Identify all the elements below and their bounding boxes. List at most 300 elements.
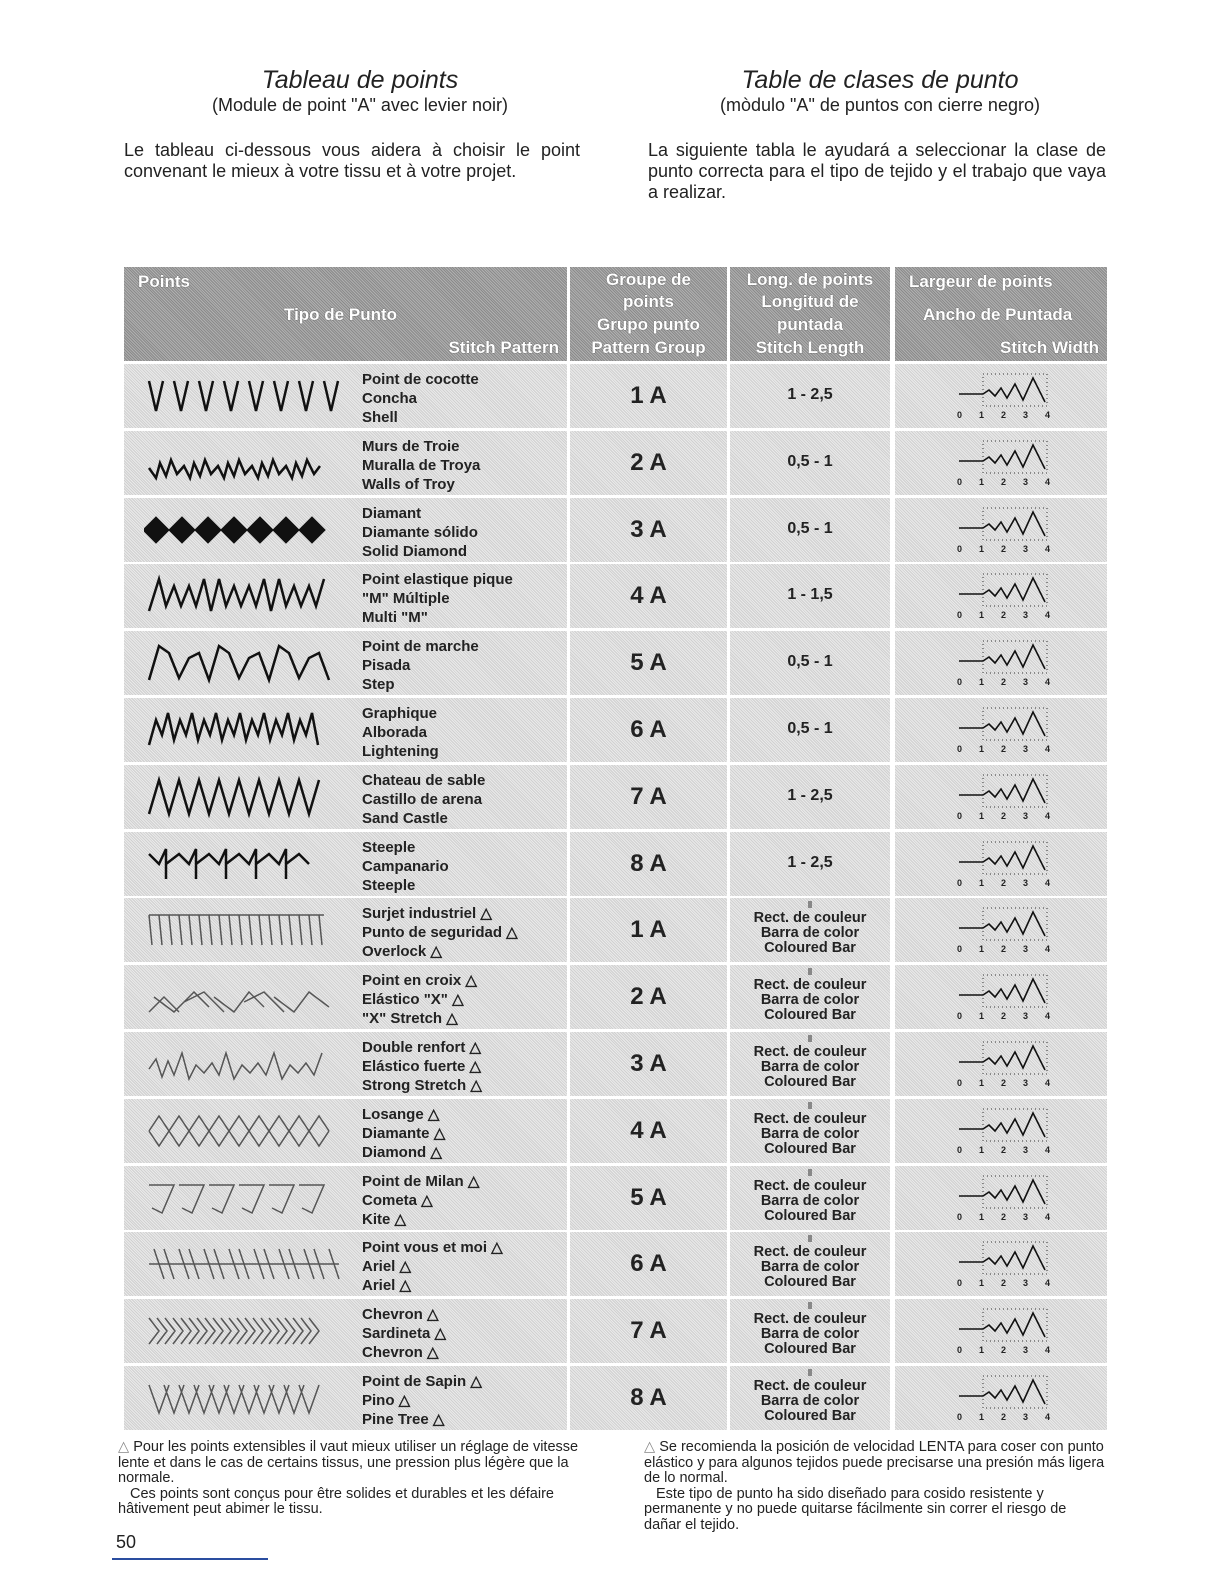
stitch-width-diagram: [945, 1236, 1055, 1292]
stitch-name-english: Kite △: [362, 1210, 407, 1228]
width-scale-label: 4: [1045, 1411, 1051, 1422]
pattern-cell: [124, 364, 567, 428]
table-row: [124, 697, 1107, 764]
table-row: [124, 964, 1107, 1031]
width-scale-label: 3: [1023, 1278, 1029, 1289]
bar-marker-icon: [808, 1235, 812, 1242]
table-row: [124, 1165, 1107, 1232]
length-text: Barra de color: [760, 1392, 860, 1409]
width-scale-label: 0: [957, 1211, 963, 1222]
table-row: [124, 497, 1107, 564]
pattern-group: 2 A: [630, 448, 667, 476]
group-cell: [570, 698, 727, 762]
stitch-name-spanish: Alborada: [362, 723, 428, 741]
stitch-name-spanish: "M" Múltiple: [362, 590, 450, 608]
pattern-group: 4 A: [630, 1116, 667, 1144]
stitch-name-spanish: Diamante △: [362, 1124, 446, 1142]
width-cell: [895, 431, 1107, 495]
length-cell: [730, 1032, 890, 1096]
stitch-width-diagram: [945, 1370, 1055, 1426]
length-text: Barra de color: [760, 1125, 860, 1142]
stitch-name-french: Point de Milan △: [362, 1172, 480, 1190]
width-scale-label: 2: [1001, 677, 1007, 688]
french-intro: Le tableau ci-dessous vous aidera à choisir le point convenant le mieux à votre tissu et à votre projet.: [124, 140, 580, 181]
width-scale-label: 0: [957, 810, 963, 821]
pattern-group: 1 A: [630, 916, 667, 944]
width-cell: [895, 698, 1107, 762]
pattern-group: 1 A: [630, 382, 667, 409]
width-scale-label: 2: [1001, 877, 1007, 888]
bar-marker-icon: [808, 1169, 812, 1176]
width-scale-label: 1: [979, 1144, 985, 1155]
width-scale-label: 4: [1045, 1211, 1051, 1222]
stitch-name-french: Chevron △: [362, 1306, 439, 1324]
width-scale-label: 3: [1023, 410, 1029, 420]
steeple-stitch-icon: [144, 839, 354, 889]
length-text: Coloured Bar: [764, 940, 856, 957]
stitch-names: [362, 771, 485, 828]
width-scale-label: 2: [1001, 743, 1007, 754]
width-cell: [895, 765, 1107, 829]
width-scale-label: 2: [1001, 810, 1007, 821]
solid-diamond-stitch-icon: [144, 505, 354, 555]
lightening-stitch-icon: [144, 705, 354, 755]
header-width: [895, 267, 1107, 361]
length-text: Barra de color: [760, 1326, 860, 1343]
stitch-name-french: Point de marche: [362, 638, 479, 656]
length-text: Coloured Bar: [764, 1274, 856, 1291]
length-cell: [730, 1366, 890, 1430]
width-scale-label: 1: [979, 1411, 985, 1422]
header-text: Ancho de Puntada: [923, 305, 1073, 324]
length-cell: [730, 1299, 890, 1363]
overlock-stitch-icon: [144, 905, 354, 955]
table-row: [124, 563, 1107, 630]
width-scale-label: 0: [957, 1077, 963, 1088]
length-text: Rect. de couleur: [753, 1043, 867, 1060]
stitch-name-french: Chateau de sable: [362, 771, 486, 789]
width-scale-label: 4: [1045, 810, 1051, 821]
stitch-name-spanish: Ariel △: [362, 1258, 412, 1276]
length-text: Rect. de couleur: [753, 1244, 867, 1261]
group-cell: [570, 1299, 727, 1363]
spanish-subtitle: (mòdulo "A" de puntos con cierre negro): [720, 95, 1040, 115]
multi-m-stitch-icon: [144, 571, 354, 621]
width-cell: [895, 1166, 1107, 1230]
stitch-name-english: Lightening: [362, 742, 439, 760]
stitch-name-english: Solid Diamond: [362, 542, 467, 560]
stitch-names: [362, 504, 478, 561]
french-note-text: Pour les points extensibles il vaut mieux utiliser un réglage de vitesse lente et dans le cas de certains tissus, une pression plus légère que la normale.: [118, 1439, 579, 1486]
stitch-name-english: Step: [362, 676, 395, 694]
length-text: Coloured Bar: [764, 1007, 856, 1024]
group-cell: [570, 1099, 727, 1163]
header-pattern: [124, 267, 567, 361]
length-text: Rect. de couleur: [753, 910, 867, 927]
stitch-width-diagram: [945, 435, 1055, 491]
length-text: Barra de color: [760, 1192, 860, 1209]
width-scale-label: 2: [1001, 543, 1007, 554]
stitch-width-diagram: [945, 702, 1055, 758]
pattern-group: 6 A: [630, 1250, 667, 1278]
header-text: Pattern Group: [591, 338, 706, 357]
stitch-length: 1 - 2,5: [787, 853, 833, 871]
stitch-length-bar: [730, 1179, 890, 1224]
header-group: [570, 267, 727, 361]
width-scale-label: 4: [1045, 1278, 1051, 1289]
stitch-name-english: Shell: [362, 409, 398, 426]
stitch-name-french: Murs de Troie: [362, 437, 460, 455]
width-scale-label: 0: [957, 543, 963, 554]
width-scale-label: 0: [957, 1011, 963, 1022]
stitch-name-spanish: Elástico fuerte △: [362, 1057, 482, 1075]
length-text: Coloured Bar: [764, 1140, 856, 1157]
kite-stitch-icon: [144, 1173, 354, 1223]
header-text: Stitch Pattern: [448, 338, 559, 357]
length-text: Coloured Bar: [764, 1341, 856, 1358]
stitch-name-french: Point elastique pique: [362, 571, 513, 589]
group-cell: [570, 765, 727, 829]
width-scale-label: 2: [1001, 1144, 1007, 1155]
stitch-name-french: Losange △: [362, 1105, 440, 1123]
page-number: 50: [116, 1532, 137, 1552]
group-cell: [570, 364, 727, 428]
table-row: [124, 363, 1107, 430]
stitch-name-english: Ariel △: [362, 1277, 412, 1295]
table-row: [124, 1298, 1107, 1365]
length-text: Barra de color: [760, 1259, 860, 1276]
width-scale-label: 0: [957, 677, 963, 688]
width-scale-label: 1: [979, 677, 985, 688]
width-scale-label: 4: [1045, 410, 1051, 420]
stitch-names: [362, 370, 479, 427]
width-cell: [895, 1232, 1107, 1296]
width-cell: [895, 898, 1107, 962]
table-body: [124, 363, 1107, 1432]
length-text: Barra de color: [760, 1058, 860, 1075]
stitch-name-english: Overlock △: [362, 943, 442, 961]
stitch-width-diagram: [945, 635, 1055, 691]
length-cell: [730, 965, 890, 1029]
width-scale-label: 3: [1023, 944, 1029, 955]
stitch-length: 1 - 1,5: [787, 586, 833, 604]
stitch-length: 0,5 - 1: [787, 719, 833, 737]
stitch-name-spanish: Campanario: [362, 857, 449, 875]
spanish-note: [644, 1440, 1106, 1533]
stitch-names: [362, 1238, 503, 1295]
width-scale-label: 1: [979, 543, 985, 554]
width-scale-label: 4: [1045, 877, 1051, 888]
shell-stitch-icon: [144, 371, 354, 421]
width-scale-label: 2: [1001, 1011, 1007, 1022]
length-text: Rect. de couleur: [753, 977, 867, 994]
stitch-name-spanish: Muralla de Troya: [362, 456, 481, 474]
width-scale-label: 3: [1023, 743, 1029, 754]
group-cell: [570, 498, 727, 562]
pattern-cell: [124, 698, 567, 762]
group-cell: [570, 832, 727, 896]
pattern-cell: [124, 564, 567, 628]
width-scale-label: 0: [957, 944, 963, 955]
stitch-name-english: Diamond △: [362, 1143, 442, 1161]
header-text: Longitud de: [761, 292, 859, 311]
french-note: [118, 1440, 580, 1518]
pine-tree-stitch-icon: [144, 1373, 354, 1423]
length-cell: [730, 564, 890, 628]
width-scale-label: 0: [957, 1144, 963, 1155]
page-rule: [112, 1558, 268, 1560]
stitch-name-french: Graphique: [362, 704, 438, 722]
ariel-stitch-icon: [144, 1239, 354, 1289]
length-cell: [730, 1232, 890, 1296]
pattern-group: 5 A: [630, 649, 667, 677]
width-scale-label: 3: [1023, 1144, 1029, 1155]
width-scale-label: 3: [1023, 610, 1029, 621]
group-cell: [570, 965, 727, 1029]
width-scale-label: 2: [1001, 410, 1007, 420]
width-scale-label: 4: [1045, 1077, 1051, 1088]
width-scale-label: 0: [957, 410, 963, 420]
width-scale-label: 2: [1001, 1411, 1007, 1422]
group-cell: [570, 1032, 727, 1096]
spanish-note-text: Se recomienda la posición de velocidad LENTA para coser con punto elástico y para algunos tejidos puede precisarse una presión más ligera de lo normal.: [644, 1439, 1105, 1486]
stitch-names: [362, 904, 518, 961]
pattern-cell: [124, 1032, 567, 1096]
pattern-cell: [124, 431, 567, 495]
group-cell: [570, 1232, 727, 1296]
header-text: Long. de points: [746, 270, 874, 289]
width-scale-label: 0: [957, 1278, 963, 1289]
group-cell: [570, 564, 727, 628]
stitch-width-diagram: [945, 368, 1055, 424]
pattern-cell: [124, 1166, 567, 1230]
length-text: Barra de color: [760, 925, 860, 942]
width-scale-label: 3: [1023, 1077, 1029, 1088]
width-scale-label: 1: [979, 877, 985, 888]
length-cell: [730, 631, 890, 695]
length-text: Coloured Bar: [764, 1207, 856, 1224]
width-scale-label: 0: [957, 1345, 963, 1356]
width-scale-label: 4: [1045, 476, 1051, 487]
width-scale-label: 0: [957, 743, 963, 754]
stitch-length-bar: [730, 1112, 890, 1157]
width-scale-label: 1: [979, 1345, 985, 1356]
bar-marker-icon: [808, 1302, 812, 1309]
table-row: [124, 1098, 1107, 1165]
stitch-names: [362, 704, 439, 761]
stitch-width-diagram: [945, 502, 1055, 558]
length-text: Rect. de couleur: [753, 1377, 867, 1394]
pattern-group: 8 A: [630, 1383, 667, 1411]
group-cell: [570, 631, 727, 695]
stitch-length-bar: [730, 978, 890, 1023]
stitch-names: [362, 1372, 482, 1429]
stitch-name-spanish: Punto de seguridad △: [362, 924, 518, 942]
group-cell: [570, 1166, 727, 1230]
spanish-intro: La siguiente tabla le ayudará a seleccionar la clase de punto correcta para el tipo de tejido y el trabajo que vaya a realizar.: [648, 140, 1106, 202]
width-cell: [895, 1032, 1107, 1096]
stitch-name-spanish: Pisada: [362, 657, 411, 675]
group-cell: [570, 898, 727, 962]
spanish-title: Table de clases de punto: [741, 66, 1019, 94]
pattern-cell: [124, 898, 567, 962]
pattern-cell: [124, 631, 567, 695]
width-scale-label: 4: [1045, 543, 1051, 554]
width-scale-label: 2: [1001, 1077, 1007, 1088]
length-cell: [730, 832, 890, 896]
width-scale-label: 1: [979, 410, 985, 420]
stitch-names: [362, 1105, 445, 1162]
width-scale-label: 4: [1045, 1345, 1051, 1356]
stitch-names: [362, 437, 480, 494]
width-scale-label: 2: [1001, 1345, 1007, 1356]
step-stitch-icon: [144, 638, 354, 688]
header-text: Grupo punto: [597, 315, 700, 334]
stitch-name-french: Point de Sapin △: [362, 1372, 482, 1390]
pattern-cell: [124, 1299, 567, 1363]
table-row: [124, 897, 1107, 964]
pattern-cell: [124, 1099, 567, 1163]
stitch-width-diagram: [945, 1103, 1055, 1159]
pattern-group: 7 A: [630, 1317, 667, 1345]
warning-triangle-icon: △: [644, 1439, 656, 1455]
stitch-name-english: Strong Stretch △: [362, 1076, 482, 1094]
stitch-table: [124, 267, 1107, 1432]
stitch-name-english: Multi "M": [362, 609, 428, 627]
width-cell: [895, 965, 1107, 1029]
width-scale-label: 4: [1045, 743, 1051, 754]
length-cell: [730, 364, 890, 428]
table-row: [124, 430, 1107, 497]
stitch-name-spanish: Pino △: [362, 1391, 411, 1409]
pattern-group: 5 A: [630, 1183, 667, 1211]
width-scale-label: 1: [979, 476, 985, 487]
pattern-group: 6 A: [630, 715, 667, 743]
stitch-length: 1 - 2,5: [787, 786, 833, 804]
stitch-name-french: Steeple: [362, 838, 416, 856]
stitch-width-diagram: [945, 769, 1055, 825]
length-cell: [730, 1166, 890, 1230]
length-text: Rect. de couleur: [753, 1177, 867, 1194]
width-scale-label: 1: [979, 610, 985, 621]
warning-triangle-icon: △: [118, 1439, 130, 1455]
pattern-group: 8 A: [630, 849, 667, 877]
stitch-width-diagram: [945, 1303, 1055, 1359]
stitch-name-spanish: Sardineta △: [362, 1325, 447, 1343]
table-row: [124, 764, 1107, 831]
length-text: Coloured Bar: [764, 1407, 856, 1424]
width-scale-label: 3: [1023, 1211, 1029, 1222]
french-note-text-2: Ces points sont conçus pour être solides et durables et les défaire hâtivement peut abimer le tissu.: [118, 1485, 554, 1517]
table-row: [124, 1365, 1107, 1432]
pattern-group: 3 A: [630, 515, 667, 543]
header-text: Largeur de points: [909, 272, 1053, 291]
width-scale-label: 1: [979, 1077, 985, 1088]
stitch-name-english: "X" Stretch △: [362, 1010, 458, 1028]
width-scale-label: 3: [1023, 1345, 1029, 1356]
header-text: Tipo de Punto: [284, 305, 398, 324]
stitch-name-spanish: Concha: [362, 390, 418, 407]
table-row: [124, 831, 1107, 898]
width-scale-label: 4: [1045, 1011, 1051, 1022]
length-cell: [730, 431, 890, 495]
stitch-width-diagram: [945, 836, 1055, 892]
pattern-group: 2 A: [630, 983, 667, 1011]
length-cell: [730, 898, 890, 962]
header-text: Groupe de: [605, 270, 691, 289]
length-cell: [730, 1099, 890, 1163]
length-text: Barra de color: [760, 992, 860, 1009]
width-scale-label: 4: [1045, 944, 1051, 955]
length-text: Rect. de couleur: [753, 1110, 867, 1127]
stitch-length-bar: [730, 1312, 890, 1357]
width-scale-label: 3: [1023, 677, 1029, 688]
width-cell: [895, 1299, 1107, 1363]
stitch-width-diagram: [945, 1036, 1055, 1092]
stitch-length: 1 - 2,5: [787, 386, 833, 403]
width-scale-label: 0: [957, 1411, 963, 1422]
pattern-group: 4 A: [630, 582, 667, 610]
width-scale-label: 3: [1023, 877, 1029, 888]
french-title: Tableau de points: [261, 66, 459, 94]
header-text: Points: [138, 272, 190, 291]
pattern-cell: [124, 1232, 567, 1296]
stitch-names: [362, 570, 513, 627]
x-stretch-stitch-icon: [144, 972, 354, 1022]
bar-marker-icon: [808, 1102, 812, 1109]
width-scale-label: 2: [1001, 1278, 1007, 1289]
stitch-name-french: Surjet industriel △: [362, 905, 492, 923]
stitch-length: 0,5 - 1: [787, 452, 833, 470]
stitch-width-diagram: [945, 969, 1055, 1025]
header-text: points: [623, 292, 674, 311]
width-scale-label: 1: [979, 1011, 985, 1022]
stitch-name-french: Point de cocotte: [362, 371, 479, 388]
stitch-length-bar: [730, 1045, 890, 1090]
width-cell: [895, 832, 1107, 896]
width-scale-label: 2: [1001, 476, 1007, 487]
stitch-name-spanish: Elástico "X" △: [362, 991, 464, 1009]
stitch-name-spanish: Diamante sólido: [362, 523, 478, 541]
width-cell: [895, 498, 1107, 562]
stitch-width-diagram: [945, 568, 1055, 624]
table-row: [124, 1231, 1107, 1298]
pattern-cell: [124, 498, 567, 562]
bar-marker-icon: [808, 968, 812, 975]
width-cell: [895, 631, 1107, 695]
width-scale-label: 3: [1023, 476, 1029, 487]
width-scale-label: 3: [1023, 1011, 1029, 1022]
width-cell: [895, 1366, 1107, 1430]
width-scale-label: 1: [979, 810, 985, 821]
stitch-names: [362, 838, 449, 895]
stitch-name-english: Steeple: [362, 876, 416, 894]
stitch-name-french: Point vous et moi △: [362, 1239, 503, 1257]
table-row: [124, 630, 1107, 697]
length-text: Rect. de couleur: [753, 1311, 867, 1328]
width-scale-label: 3: [1023, 543, 1029, 554]
width-cell: [895, 1099, 1107, 1163]
width-cell: [895, 564, 1107, 628]
stitch-width-diagram: [945, 1170, 1055, 1226]
stitch-length-bar: [730, 1245, 890, 1290]
group-cell: [570, 1366, 727, 1430]
stitch-length: 0,5 - 1: [787, 519, 833, 537]
length-cell: [730, 498, 890, 562]
width-scale-label: 4: [1045, 610, 1051, 621]
width-scale-label: 3: [1023, 810, 1029, 821]
stitch-name-french: Diamant: [362, 504, 422, 522]
